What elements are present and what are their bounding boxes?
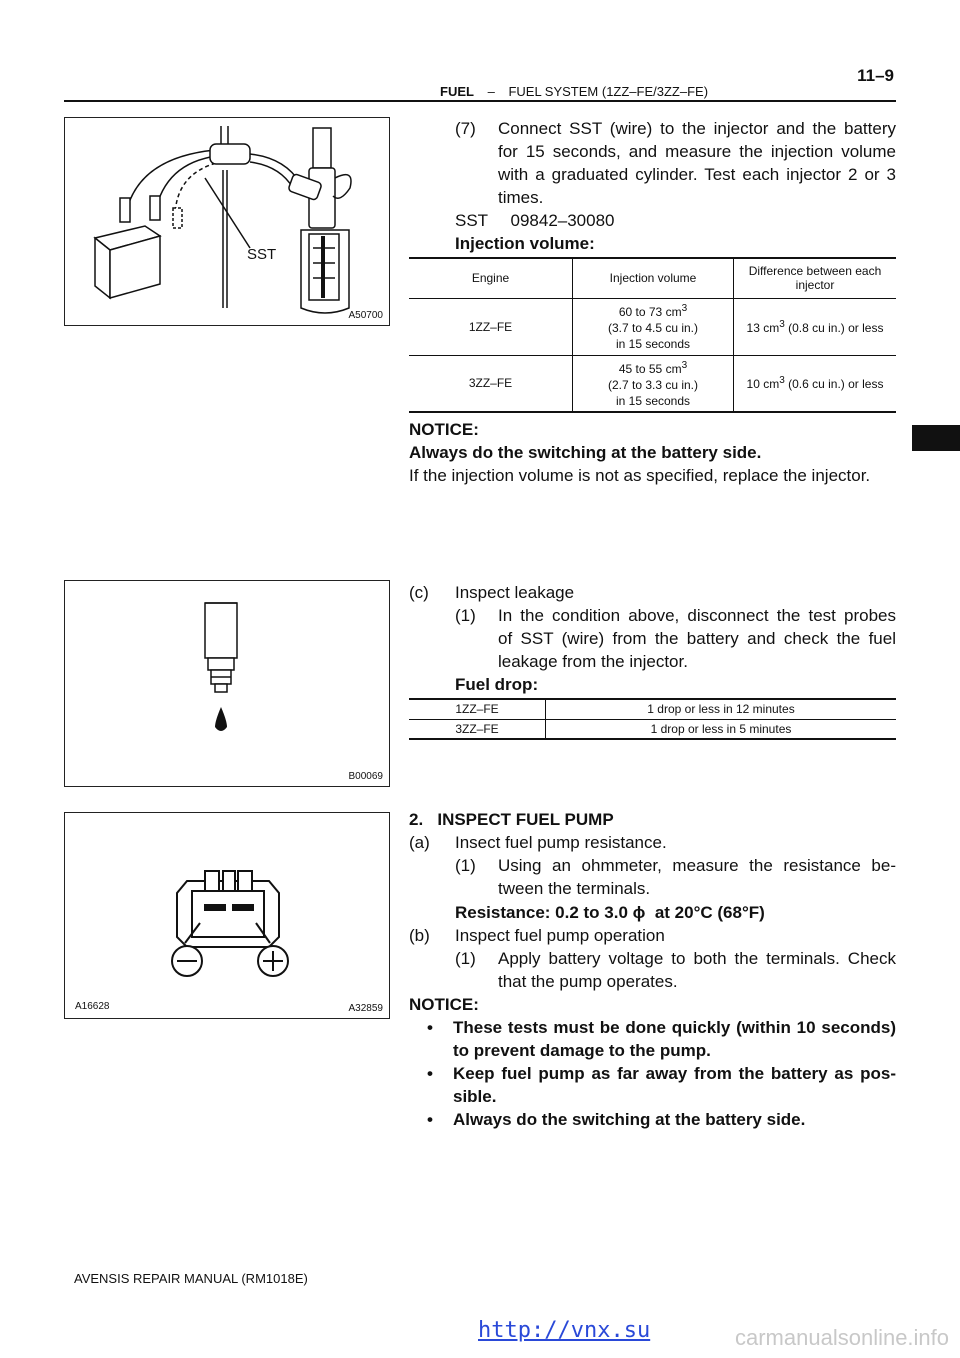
- diff-value: 10 cm: [746, 377, 780, 392]
- step-7-line-3: with a graduated cylinder. Test each injector 2 or 3: [498, 165, 896, 184]
- figure-injector-leak: [64, 580, 390, 787]
- pump-b-text: Inspect fuel pump operation: [455, 926, 665, 945]
- notice-block-1: [409, 418, 896, 487]
- cell-difference: [734, 298, 897, 355]
- pump-b1-text: [498, 947, 896, 993]
- col-header-difference: Difference between each injector: [734, 258, 897, 298]
- unit-sup: 3: [779, 318, 785, 330]
- pump-b1-line-2: that the pump operates.: [498, 972, 678, 991]
- table-row: [409, 355, 896, 412]
- site-link[interactable]: http://vnx.su: [478, 1318, 651, 1343]
- cell-engine: 1ZZ–FE: [468, 319, 513, 334]
- notice-title: NOTICE:: [409, 420, 479, 439]
- sst-code-value: 09842–30080: [510, 211, 615, 230]
- table-row: [409, 298, 896, 355]
- pump-a1-text: [498, 854, 896, 900]
- leakage-step-text: [498, 604, 896, 673]
- pump-a-item: (a): [409, 833, 430, 852]
- header-subtitle: FUEL SYSTEM (1ZZ–FE/3ZZ–FE): [508, 84, 709, 99]
- leakage-line-2: of SST (wire) from the battery and check the fuel: [498, 629, 896, 648]
- pump-a1-line-2: tween the terminals.: [498, 879, 651, 898]
- fuel-drop-heading: Fuel drop:: [455, 675, 539, 694]
- cell-engine: 3ZZ–FE: [468, 376, 513, 391]
- list-item: [409, 1062, 896, 1108]
- injection-volume-table: [409, 257, 896, 413]
- pump-b1-number: (1): [455, 949, 476, 968]
- footer-manual-title: AVENSIS REPAIR MANUAL (RM1018E): [74, 1271, 308, 1286]
- figure-code-right: A32859: [348, 1003, 383, 1014]
- fuel-drop-table: [409, 698, 896, 740]
- header-title: [440, 84, 708, 99]
- cell-drop-value: 1 drop or less in 5 minutes: [546, 719, 897, 739]
- bullet-line-1: Keep fuel pump as far away from the battery as pos-: [453, 1064, 896, 1083]
- sst-label: SST: [247, 246, 277, 263]
- list-item: [409, 1108, 896, 1131]
- pump-section-title: 2. INSPECT FUEL PUMP: [409, 810, 614, 829]
- bullet-line-1: These tests must be done quickly (within 10 seconds): [453, 1018, 896, 1037]
- pump-b1-line-1: Apply battery voltage to both the terminals. Check: [498, 949, 896, 968]
- col-header-volume: Injection volume: [573, 258, 734, 298]
- bullet: •: [427, 1018, 433, 1037]
- bullet: •: [427, 1064, 433, 1083]
- sst-code-label: SST: [455, 211, 488, 230]
- bullet: •: [427, 1110, 433, 1129]
- page-number: 11–9: [857, 66, 894, 85]
- leakage-title: Inspect leakage: [455, 583, 575, 602]
- step-7-line-4: times.: [498, 188, 544, 207]
- resistance-spec: Resistance: 0.2 to 3.0 ϕ at 20°C (68°F): [455, 903, 765, 922]
- volume-cuin: (3.7 to 4.5 cu in.): [607, 321, 699, 335]
- table-row: [409, 699, 896, 719]
- figure-injector-test: [64, 117, 390, 326]
- list-item: [409, 1016, 896, 1062]
- volume-time: in 15 seconds: [615, 393, 691, 408]
- diff-rest: (0.8 cu in.) or less: [784, 320, 884, 335]
- notice-line: If the injection volume is not as specified, replace the injector.: [409, 466, 871, 485]
- col-header-engine: Engine: [471, 271, 510, 286]
- bullet-line-1: Always do the switching at the battery side.: [453, 1110, 806, 1129]
- injector-drop-illustration: [65, 581, 388, 785]
- figure-code-left: A16628: [75, 1001, 110, 1012]
- cell-engine: 1ZZ–FE: [455, 702, 499, 717]
- diff-rest: (0.6 cu in.) or less: [784, 377, 884, 392]
- bullet-line-2: to prevent damage to the pump.: [453, 1041, 711, 1060]
- cell-difference: [734, 355, 897, 412]
- injection-volume-heading: Injection volume:: [455, 234, 595, 253]
- cell-volume: [573, 298, 734, 355]
- cell-drop-value: 1 drop or less in 12 minutes: [546, 699, 897, 719]
- step-7-number: (7): [455, 119, 476, 138]
- pump-a1-number: (1): [455, 856, 476, 875]
- unit-sup: 3: [681, 303, 688, 314]
- cell-volume: [573, 355, 734, 412]
- notice-2-list: [409, 1016, 896, 1131]
- step-7-line-1: Connect SST (wire) to the injector and the battery: [498, 119, 896, 138]
- unit-sup: 3: [681, 359, 688, 371]
- header-section: FUEL: [440, 84, 474, 99]
- sst-line: [455, 209, 615, 232]
- leakage-step-number: (1): [455, 606, 476, 625]
- section-tab-marker: [912, 425, 960, 451]
- notice-2-title: NOTICE:: [409, 995, 479, 1014]
- pump-a-text: Insect fuel pump resistance.: [455, 833, 667, 852]
- figure-code: A50700: [348, 310, 383, 321]
- fuel-drop-icon: [215, 707, 227, 731]
- leakage-item: (c): [409, 583, 429, 602]
- volume-time: in 15 seconds: [615, 337, 691, 351]
- volume-range: 45 to 55 cm: [618, 361, 682, 376]
- header-dash: –: [487, 84, 495, 99]
- notice-bold-line: Always do the switching at the battery side.: [409, 443, 762, 462]
- figure-pump-connector: [64, 812, 390, 1019]
- figure-code: B00069: [348, 771, 383, 782]
- pump-b-item: (b): [409, 926, 430, 945]
- pump-a1-line-1: Using an ohmmeter, measure the resistance be-: [498, 856, 896, 875]
- leakage-line-1: In the condition above, disconnect the test probes: [498, 606, 896, 625]
- step-7-line-2: for 15 seconds, and measure the injection volume: [498, 142, 896, 161]
- table-row: [409, 719, 896, 739]
- bullet-line-2: sible.: [453, 1087, 497, 1106]
- diff-value: 13 cm: [746, 320, 780, 335]
- watermark: carmanualsonline.info: [735, 1325, 950, 1350]
- table-header-row: [409, 258, 896, 298]
- pump-connector-illustration: [65, 813, 388, 1017]
- leakage-line-3: leakage from the injector.: [498, 652, 688, 671]
- injector-test-illustration: [65, 118, 388, 324]
- unit-sup: 3: [779, 375, 785, 387]
- step-7-text: [498, 117, 896, 209]
- cell-engine: 3ZZ–FE: [455, 721, 499, 736]
- volume-cuin: (2.7 to 3.3 cu in.): [607, 377, 699, 392]
- volume-range: 60 to 73 cm: [618, 305, 682, 319]
- header-rule: [64, 100, 896, 102]
